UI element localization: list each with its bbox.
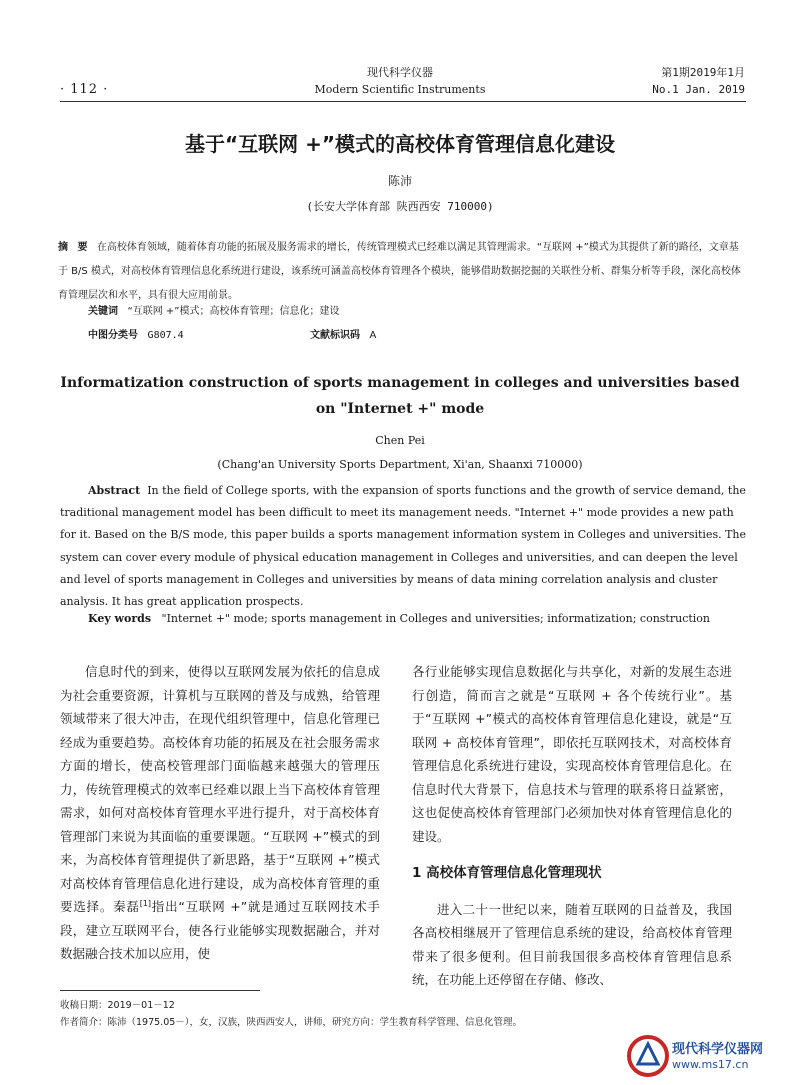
keywords-cn-text: “互联网 +”模式；高校体育管理；信息化；建设 [127, 306, 340, 317]
paper-title-en: Informatization construction of sports management in colleges and universities based on "Internet +" mode [60, 375, 740, 417]
clc-value: G807.4 [147, 330, 184, 341]
watermark-logo-icon [626, 1034, 670, 1078]
header-divider [60, 101, 746, 102]
author-en: Chen Pei [375, 434, 425, 447]
footnotes [60, 997, 750, 1031]
keywords-en-text: "Internet +" mode; sports management in Colleges and universities; informatization; construction [161, 612, 711, 625]
abstract-cn-text: 在高校体育领域，随着体育功能的拓展及服务需求的增长，传统管理模式已经难以满足其管理需求。“互联网 +”模式为其提供了新的路径，文章基于 B/S 模式，对高校体育管理信息化系统进行建设，该系统可涵盖高校体育管理各个模块，能够借助数据挖掘的关联性分析、群集分析等手段，深化高校体育管理层次和水平，具有很大应用前景。 [58, 242, 741, 301]
journal-name-cn: 现代科学仪器 [367, 66, 433, 79]
author-bio: 作者简介：陈沛（1975.05－），女，汉族，陕西西安人，讲师，研究方向：学生教育科学管理、信息化管理。 [60, 1017, 523, 1028]
issue-en: No.1 Jan. 2019 [652, 83, 745, 96]
watermark-url[interactable]: www.ms17.cn [672, 1058, 749, 1071]
footnote-divider [60, 990, 260, 991]
watermark-name: 现代科学仪器网 [672, 1042, 764, 1057]
intro-continued: 各行业能够实现信息数据化与共享化，对新的发展生态进行创造，简而言之就是“互联网 + 各个传统行业”。基于“互联网 +”模式的高校体育管理信息化建设，就是“互联网 + 高校体育管理”，即依托互联网技术，对高校体育管理信息化系统进行建设，实现高校体育管理信息化。在信息时代大背景下，信息技术与管理的联系将日益紧密，这也促使高校体育管理部门必须加快对体育管理信息化的建设。 [412, 664, 732, 844]
clc-number [88, 326, 184, 341]
citation-ref[interactable]: [1] [139, 898, 152, 908]
affiliation-cn: (长安大学体育部 陕西西安 710000) [306, 200, 494, 213]
keywords-en-label: Key words [88, 612, 152, 625]
abstract-en [60, 480, 748, 613]
abstract-cn [58, 236, 748, 308]
intro-text-a: 信息时代的到来，使得以互联网发展为依托的信息成为社会重要资源，计算机与互联网的普及与成熟，给管理领域带来了很大冲击，在现代组织管理中，信息化管理已经成为重要趋势。高校体育功能的拓展及在社会服务需求方面的增长，使高校管理部门面临越来越强大的管理压力，传统管理模式的效率已经难以跟上当下高校体育管理需求，如何对高校体育管理水平进行提升，对于高校体育管理部门来说为其面临的重要课题。“互联网 +”模式的到来，为高校体育管理提供了新思路，基于“互联网 +”模式对高校体育管理信息化进行建设，成为高校体育管理的重要选择。秦磊 [60, 664, 380, 914]
abstract-cn-label: 摘 要 [58, 242, 91, 253]
paper-title-cn: 基于“互联网 +”模式的高校体育管理信息化建设 [184, 132, 615, 156]
clc-label: 中图分类号 [88, 330, 138, 341]
section-heading: 1 高校体育管理信息化管理现状 [412, 865, 602, 881]
keywords-en [88, 612, 748, 625]
author-cn: 陈沛 [387, 174, 412, 188]
abstract-en-label: Abstract [88, 484, 141, 497]
intro-text-b: 指出“互联网 +”就是通过互联网技术手段，建立互联网平台，使各行业能够实现数据融合，并对数据融合技术加以应用，使 [60, 899, 380, 961]
page-number: · 112 · [60, 82, 109, 97]
body-left-column [60, 660, 380, 966]
body-right-column [412, 660, 732, 992]
section-paragraph: 进入二十一世纪以来，随着互联网的日益普及，我国各高校相继展开了管理信息系统的建设，给高校体育管理带来了很多便利。但目前我国很多高校体育管理信息系统，在功能上还停留在存储、修改、 [412, 901, 732, 987]
abstract-en-text: In the field of College sports, with the expansion of sports functions and the growth of service demand, the traditional management model has been difficult to meet its management needs. "Internet +" mode provides a new path for it. Based on the B/S mode, this paper builds a sports management information system in Colleges and universities. The system can cover every module of physical education management in Colleges and universities, and can deepen the level and level of sports management in Colleges and universities by means of data mining correlation analysis and cluster analysis. It has great application prospects. [60, 484, 747, 609]
received-date: 收稿日期：2019－01－12 [60, 1000, 175, 1011]
issue-cn: 第1期2019年1月 [661, 66, 745, 79]
doc-code-label: 文献标识码 [310, 330, 360, 341]
keywords-cn-label: 关键词 [88, 306, 118, 317]
document-code [310, 326, 376, 341]
journal-name-en: Modern Scientific Instruments [314, 83, 486, 96]
affiliation-en: (Chang'an University Sports Department, Xi'an, Shaanxi 710000) [217, 458, 583, 471]
doc-code-value: A [369, 330, 377, 341]
keywords-cn [88, 302, 748, 317]
issue-info [560, 64, 745, 98]
intro-paragraph [60, 660, 380, 966]
